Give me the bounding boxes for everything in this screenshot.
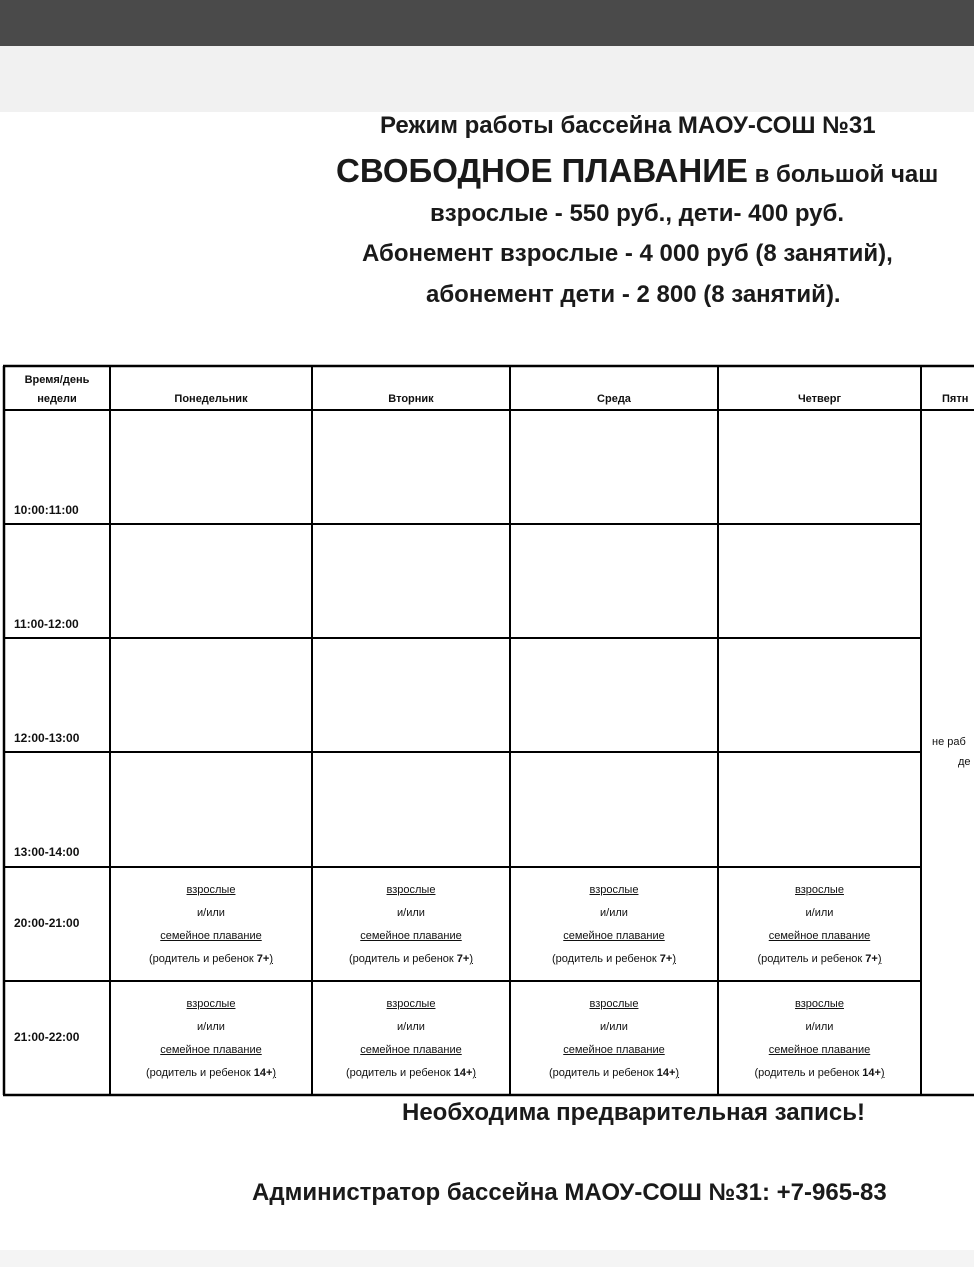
day-header-wednesday: Среда [597,393,631,405]
session-age: (родитель и ребенок 14+) [548,1067,680,1079]
session-family: семейное плавание [563,1044,665,1056]
session-family: семейное плавание [160,930,262,942]
session-andor: и/или [600,907,628,919]
session-family: семейное плавание [563,930,665,942]
subtitle-main: СВОБОДНОЕ ПЛАВАНИЕ [336,152,748,189]
friday-closed-line2: де [958,756,971,768]
session-andor: и/или [600,1021,628,1033]
session-wed-21 [512,993,716,1085]
session-age: (родитель и ребенок 7+) [149,953,273,965]
viewer-bottom-band [0,1250,974,1267]
time-slot-1: 10:00:11:00 [14,503,79,517]
corner-header-line2: недели [37,393,77,405]
admin-contact: Администратор бассейна МАОУ-СОШ №31: +7-965-83 [252,1179,887,1206]
session-andor: и/или [397,907,425,919]
time-slot-5: 20:00-21:00 [14,916,80,930]
doc-subtitle [336,152,938,190]
session-adults: взрослые [186,998,236,1010]
time-slot-2: 11:00-12:00 [14,617,79,631]
session-adults: взрослые [386,998,436,1010]
subtitle-rest: в большой чаш [747,161,939,188]
session-andor: и/или [397,1021,425,1033]
session-age: (родитель и ребенок 14+) [345,1067,477,1079]
viewer-top-bar [0,0,974,46]
session-andor: и/или [197,907,225,919]
session-adults: взрослые [186,884,236,896]
session-age: (родитель и ребенок 7+) [349,953,473,965]
corner-header [6,371,108,409]
friday-closed-line1: не раб [932,736,966,748]
day-header-thursday: Четверг [797,393,842,405]
session-wed-20 [512,879,716,971]
day-header-tuesday: Вторник [388,393,434,405]
session-family: семейное плавание [768,1044,871,1056]
session-age: (родитель и ребенок 7+) [757,953,882,965]
price-line: взрослые - 550 руб., дети- 400 руб. [430,200,845,227]
session-age: (родитель и ребенок 7+) [552,953,676,965]
session-tue-21 [314,993,508,1085]
viewer-gray-band [0,46,974,112]
session-age: (родитель и ребенок 14+) [145,1067,277,1079]
session-thu-20 [720,879,919,971]
corner-header-line1: Время/день [24,374,90,386]
session-family: семейное плавание [768,930,871,942]
time-slot-3: 12:00-13:00 [14,731,80,745]
session-andor: и/или [805,1021,834,1033]
session-adults: взрослые [795,998,844,1010]
subscription-adults-line: Абонемент взрослые - 4 000 руб (8 занятий), [362,240,893,267]
time-slot-6: 21:00-22:00 [14,1030,80,1044]
session-andor: и/или [805,907,834,919]
session-age: (родитель и ребенок 14+) [754,1067,885,1079]
time-slot-4: 13:00-14:00 [14,845,80,859]
session-mon-20 [112,879,310,971]
doc-title: Режим работы бассейна МАОУ-СОШ №31 [380,112,876,139]
session-adults: взрослые [795,884,844,896]
session-family: семейное плавание [360,930,462,942]
session-thu-21 [720,993,919,1085]
friday-closed-note [932,732,971,772]
session-family: семейное плавание [160,1044,262,1056]
subscription-kids-line: абонемент дети - 2 800 (8 занятий). [426,281,841,308]
day-header-friday: Пятн [942,393,969,405]
session-adults: взрослые [589,884,639,896]
registration-notice: Необходима предварительная запись! [402,1099,865,1126]
session-adults: взрослые [386,884,436,896]
session-family: семейное плавание [360,1044,462,1056]
session-tue-20 [314,879,508,971]
day-header-monday: Понедельник [174,393,248,405]
session-mon-21 [112,993,310,1085]
session-adults: взрослые [589,998,639,1010]
session-andor: и/или [197,1021,225,1033]
